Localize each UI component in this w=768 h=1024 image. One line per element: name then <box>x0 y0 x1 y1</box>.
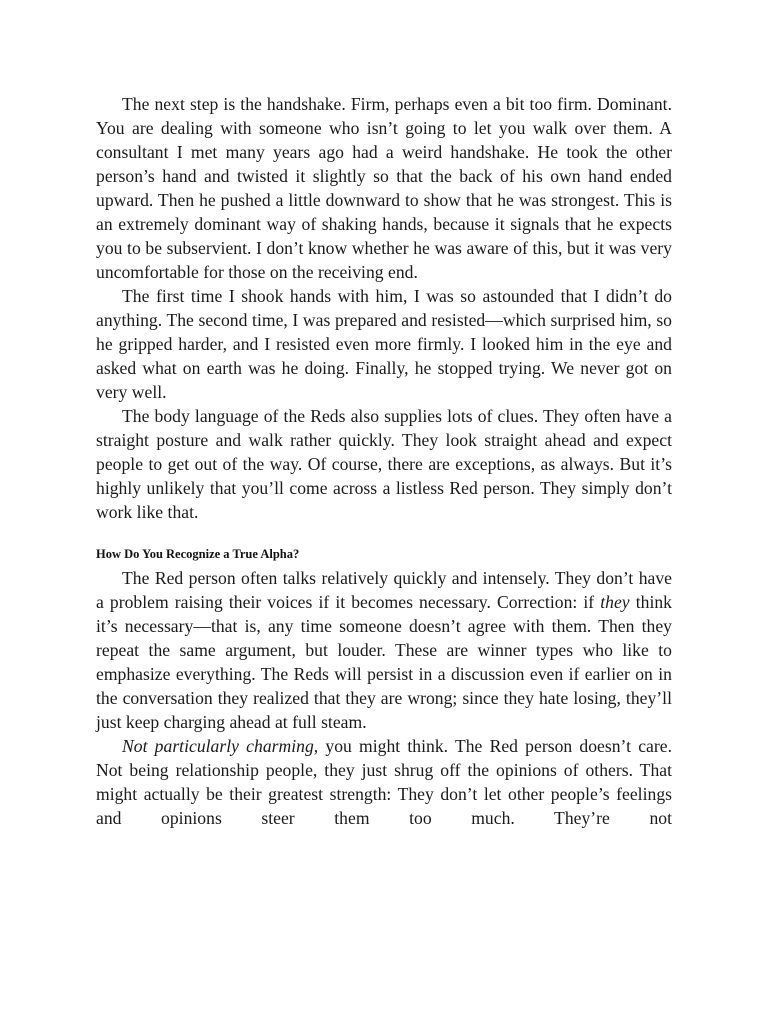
paragraph-body-language: The body language of the Reds also supplies lots of clues. They often have a straight posture and walk rather quickly. They look straight ahead and expect people to get out of the way. Of course, there are exceptions, as always. But it’s highly unlikely that you’ll come across a listless Red person. They simply don’t work like that. <box>96 406 672 522</box>
paragraph-talks-quickly <box>96 566 672 734</box>
paragraph-text-part: you might think. The Red person doesn’t care. Not being relationship people, they just shrug off the opinions of others. That might actually be their greatest strength: They don’t let other people’s feelings and opinions steer them too much. They’re not <box>96 736 672 828</box>
italic-emphasis: Not particularly charming, <box>122 736 319 756</box>
paragraph-text-part: think it’s necessary—that is, any time someone doesn’t agree with them. Then they repeat the same argument, but louder. These are winner types who like to emphasize everything. The Reds will persist in a discussion even if earlier on in the conversation they realized that they are wrong; since they hate losing, they’ll just keep charging ahead at full steam. <box>96 592 672 732</box>
paragraph-first-time: The first time I shook hands with him, I was so astounded that I didn’t do anything. The second time, I was prepared and resisted—which surprised him, so he gripped harder, and I resisted even more firmly. I looked him in the eye and asked what on earth was he doing. Finally, he stopped trying. We never got on very well. <box>96 286 672 402</box>
book-page <box>96 92 672 830</box>
section-heading: How Do You Recognize a True Alpha? <box>96 547 300 561</box>
paragraph-not-charming <box>96 734 672 830</box>
paragraph-handshake: The next step is the handshake. Firm, perhaps even a bit too firm. Dominant. You are dealing with someone who isn’t going to let you walk over them. A consultant I met many years ago had a weird handshake. He took the other person’s hand and twisted it slightly so that the back of his own hand ended upward. Then he pushed a little downward to show that he was strongest. This is an extremely dominant way of shaking hands, because it signals that he expects you to be subservient. I don’t know whether he was aware of this, but it was very uncomfortable for those on the receiving end. <box>96 94 672 282</box>
italic-emphasis: they <box>600 592 630 612</box>
paragraph-text-part: The Red person often talks relatively quickly and intensely. They don’t have a problem raising their voices if it becomes necessary. Correction: if <box>96 568 672 612</box>
